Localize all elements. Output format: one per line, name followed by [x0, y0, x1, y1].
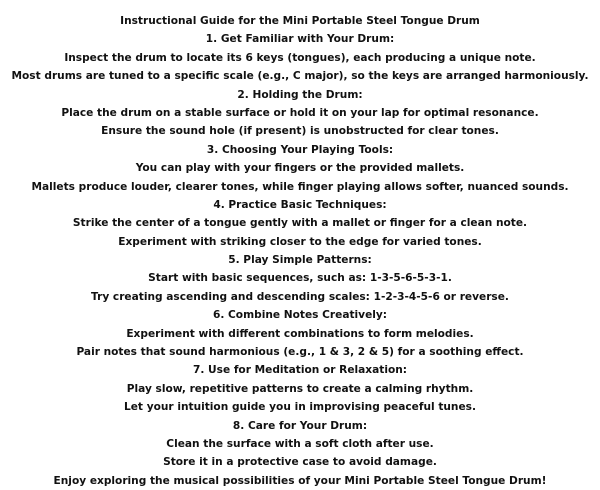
section-7-heading: 7. Use for Meditation or Relaxation: — [192, 364, 408, 377]
section-6-line-1: Experiment with different combinations to form melodies. — [126, 327, 474, 340]
section-8-heading: 8. Care for Your Drum: — [232, 419, 368, 432]
section-6-line-2: Pair notes that sound harmonious (e.g., 1 & 3, 2 & 5) for a soothing effect. — [76, 346, 524, 359]
document-title: Instructional Guide for the Mini Portable Steel Tongue Drum — [120, 15, 480, 27]
section-1-line-1: Inspect the drum to locate its 6 keys (tongues), each producing a unique note. — [64, 51, 536, 64]
section-1-heading: 1. Get Familiar with Your Drum: — [205, 33, 395, 46]
section-8-line-1: Clean the surface with a soft cloth after use. — [166, 437, 434, 450]
section-1-line-2: Most drums are tuned to a specific scale (e.g., C major), so the keys are arranged harmoniously. — [11, 70, 589, 83]
section-8-line-2: Store it in a protective case to avoid damage. — [163, 456, 437, 469]
section-5-line-1: Start with basic sequences, such as: 1-3-5-6-5-3-1. — [148, 272, 452, 285]
section-5-heading: 5. Play Simple Patterns: — [228, 254, 372, 267]
section-5-line-2: Try creating ascending and descending scales: 1-2-3-4-5-6 or reverse. — [91, 290, 509, 303]
closing-line: Enjoy exploring the musical possibilities of your Mini Portable Steel Tongue Drum! — [53, 474, 547, 487]
section-3-heading: 3. Choosing Your Playing Tools: — [206, 143, 394, 156]
section-7-line-1: Play slow, repetitive patterns to create a calming rhythm. — [126, 382, 474, 395]
section-4-heading: 4. Practice Basic Techniques: — [213, 198, 387, 211]
section-4-line-1: Strike the center of a tongue gently with a mallet or finger for a clean note. — [72, 217, 528, 230]
section-2-line-1: Place the drum on a stable surface or hold it on your lap for optimal resonance. — [61, 106, 539, 119]
section-3-line-1: You can play with your fingers or the provided mallets. — [135, 162, 465, 175]
section-2-heading: 2. Holding the Drum: — [237, 88, 363, 101]
section-2-line-2: Ensure the sound hole (if present) is unobstructed for clear tones. — [101, 125, 499, 138]
section-3-line-2: Mallets produce louder, clearer tones, while finger playing allows softer, nuanced sounds. — [31, 180, 569, 193]
section-4-line-2: Experiment with striking closer to the edge for varied tones. — [118, 235, 482, 248]
section-7-line-2: Let your intuition guide you in improvising peaceful tunes. — [124, 401, 476, 414]
section-6-heading: 6. Combine Notes Creatively: — [212, 309, 388, 322]
